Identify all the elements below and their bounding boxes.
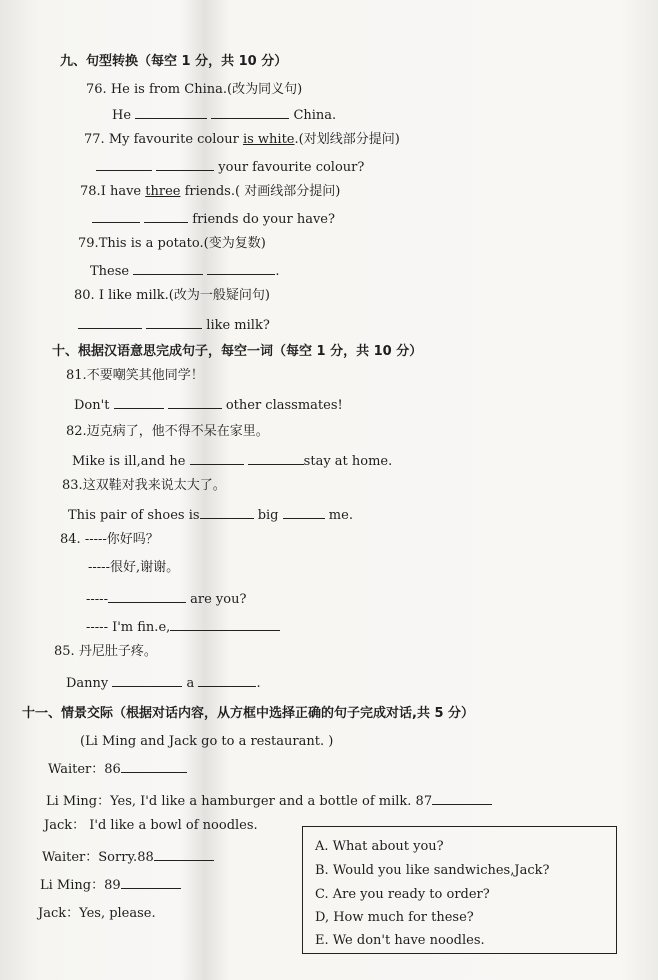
q81-answer: Don't other classmates! bbox=[74, 398, 343, 413]
answer-blank[interactable] bbox=[146, 316, 202, 329]
dialog-line: Li Ming：Yes, I'd like a hamburger and a bottle of milk. 87 bbox=[46, 792, 492, 810]
q77-answer: your favourite colour? bbox=[96, 158, 364, 176]
answer-blank[interactable] bbox=[283, 506, 325, 519]
answer-blank[interactable] bbox=[198, 674, 256, 687]
dialog-line: Li Ming：89 bbox=[40, 876, 181, 894]
answer-blank[interactable] bbox=[154, 848, 214, 861]
options-box bbox=[302, 826, 617, 954]
q85-prompt: 85. 丹尼肚子疼。 bbox=[54, 644, 157, 659]
q83-prompt: 83.这双鞋对我来说太大了。 bbox=[62, 478, 226, 493]
q78-answer: friends do your have? bbox=[92, 210, 335, 228]
dialog-line: Jack：Yes, please. bbox=[38, 906, 156, 921]
answer-blank[interactable] bbox=[432, 792, 492, 805]
answer-blank[interactable] bbox=[121, 760, 187, 773]
q80-prompt: 80. I like milk.(改为一般疑问句) bbox=[74, 288, 270, 303]
answer-blank[interactable] bbox=[156, 158, 214, 171]
q84-prompt: 84. -----你好吗？ bbox=[60, 532, 159, 547]
option-c: C. Are you ready to order? bbox=[315, 887, 490, 902]
q76-answer: He China. bbox=[112, 108, 337, 123]
q84-reply-cn: -----很好,谢谢。 bbox=[88, 560, 180, 575]
answer-blank[interactable] bbox=[144, 210, 188, 223]
answer-blank[interactable] bbox=[207, 262, 275, 275]
q76-prompt: 76. He is from China.(改为同义句) bbox=[86, 82, 303, 97]
answer-blank[interactable] bbox=[170, 618, 280, 631]
option-b: B. Would you like sandwiches,Jack? bbox=[315, 863, 550, 878]
q82-answer: Mike is ill,and he stay at home. bbox=[72, 454, 393, 469]
q79-prompt: 79.This is a potato.(变为复数) bbox=[78, 236, 266, 251]
q82-prompt: 82.迈克病了，他不得不呆在家里。 bbox=[66, 424, 269, 439]
q85-answer: Danny a . bbox=[66, 676, 261, 691]
answer-blank[interactable] bbox=[248, 452, 304, 465]
dialog-line: Waiter：86 bbox=[48, 760, 187, 778]
answer-blank[interactable] bbox=[133, 262, 203, 275]
section-10-title: 十、根据汉语意思完成句子，每空一词（每空 1 分，共 10 分） bbox=[52, 344, 423, 359]
answer-blank[interactable] bbox=[96, 158, 152, 171]
dialog-line: Jack： I'd like a bowl of noodles. bbox=[44, 818, 258, 833]
answer-blank[interactable] bbox=[211, 106, 289, 119]
option-a: A. What about you? bbox=[315, 839, 444, 854]
q81-prompt: 81.不要嘲笑其他同学！ bbox=[66, 368, 204, 383]
answer-blank[interactable] bbox=[112, 674, 182, 687]
q80-answer: like milk? bbox=[78, 316, 270, 334]
answer-blank[interactable] bbox=[78, 316, 142, 329]
answer-blank[interactable] bbox=[92, 210, 140, 223]
scene-description: (Li Ming and Jack go to a restaurant. ) bbox=[80, 734, 334, 749]
q84-line3: ----- are you? bbox=[86, 592, 247, 607]
dialog-line: Waiter：Sorry.88 bbox=[42, 848, 214, 866]
answer-blank[interactable] bbox=[200, 506, 254, 519]
q78-prompt: 78.I have three friends.( 对画线部分提问) bbox=[80, 184, 341, 199]
section-9-title: 九、句型转换（每空 1 分，共 10 分） bbox=[60, 54, 288, 69]
q84-line4: ----- I'm fin.e, bbox=[86, 618, 280, 636]
q77-prompt: 77. My favourite colour is white.(对划线部分提问) bbox=[84, 132, 400, 147]
option-d: D, How much for these? bbox=[315, 910, 474, 925]
q83-answer: This pair of shoes is big me. bbox=[68, 508, 353, 523]
answer-blank[interactable] bbox=[135, 106, 207, 119]
section-11-title: 十一、情景交际（根据对话内容，从方框中选择正确的句子完成对话,共 5 分） bbox=[22, 706, 475, 721]
answer-blank[interactable] bbox=[114, 396, 164, 409]
answer-blank[interactable] bbox=[108, 590, 186, 603]
answer-blank[interactable] bbox=[168, 396, 222, 409]
answer-blank[interactable] bbox=[190, 452, 244, 465]
answer-blank[interactable] bbox=[121, 876, 181, 889]
q79-answer: These . bbox=[90, 264, 280, 279]
option-e: E. We don't have noodles. bbox=[315, 933, 485, 948]
